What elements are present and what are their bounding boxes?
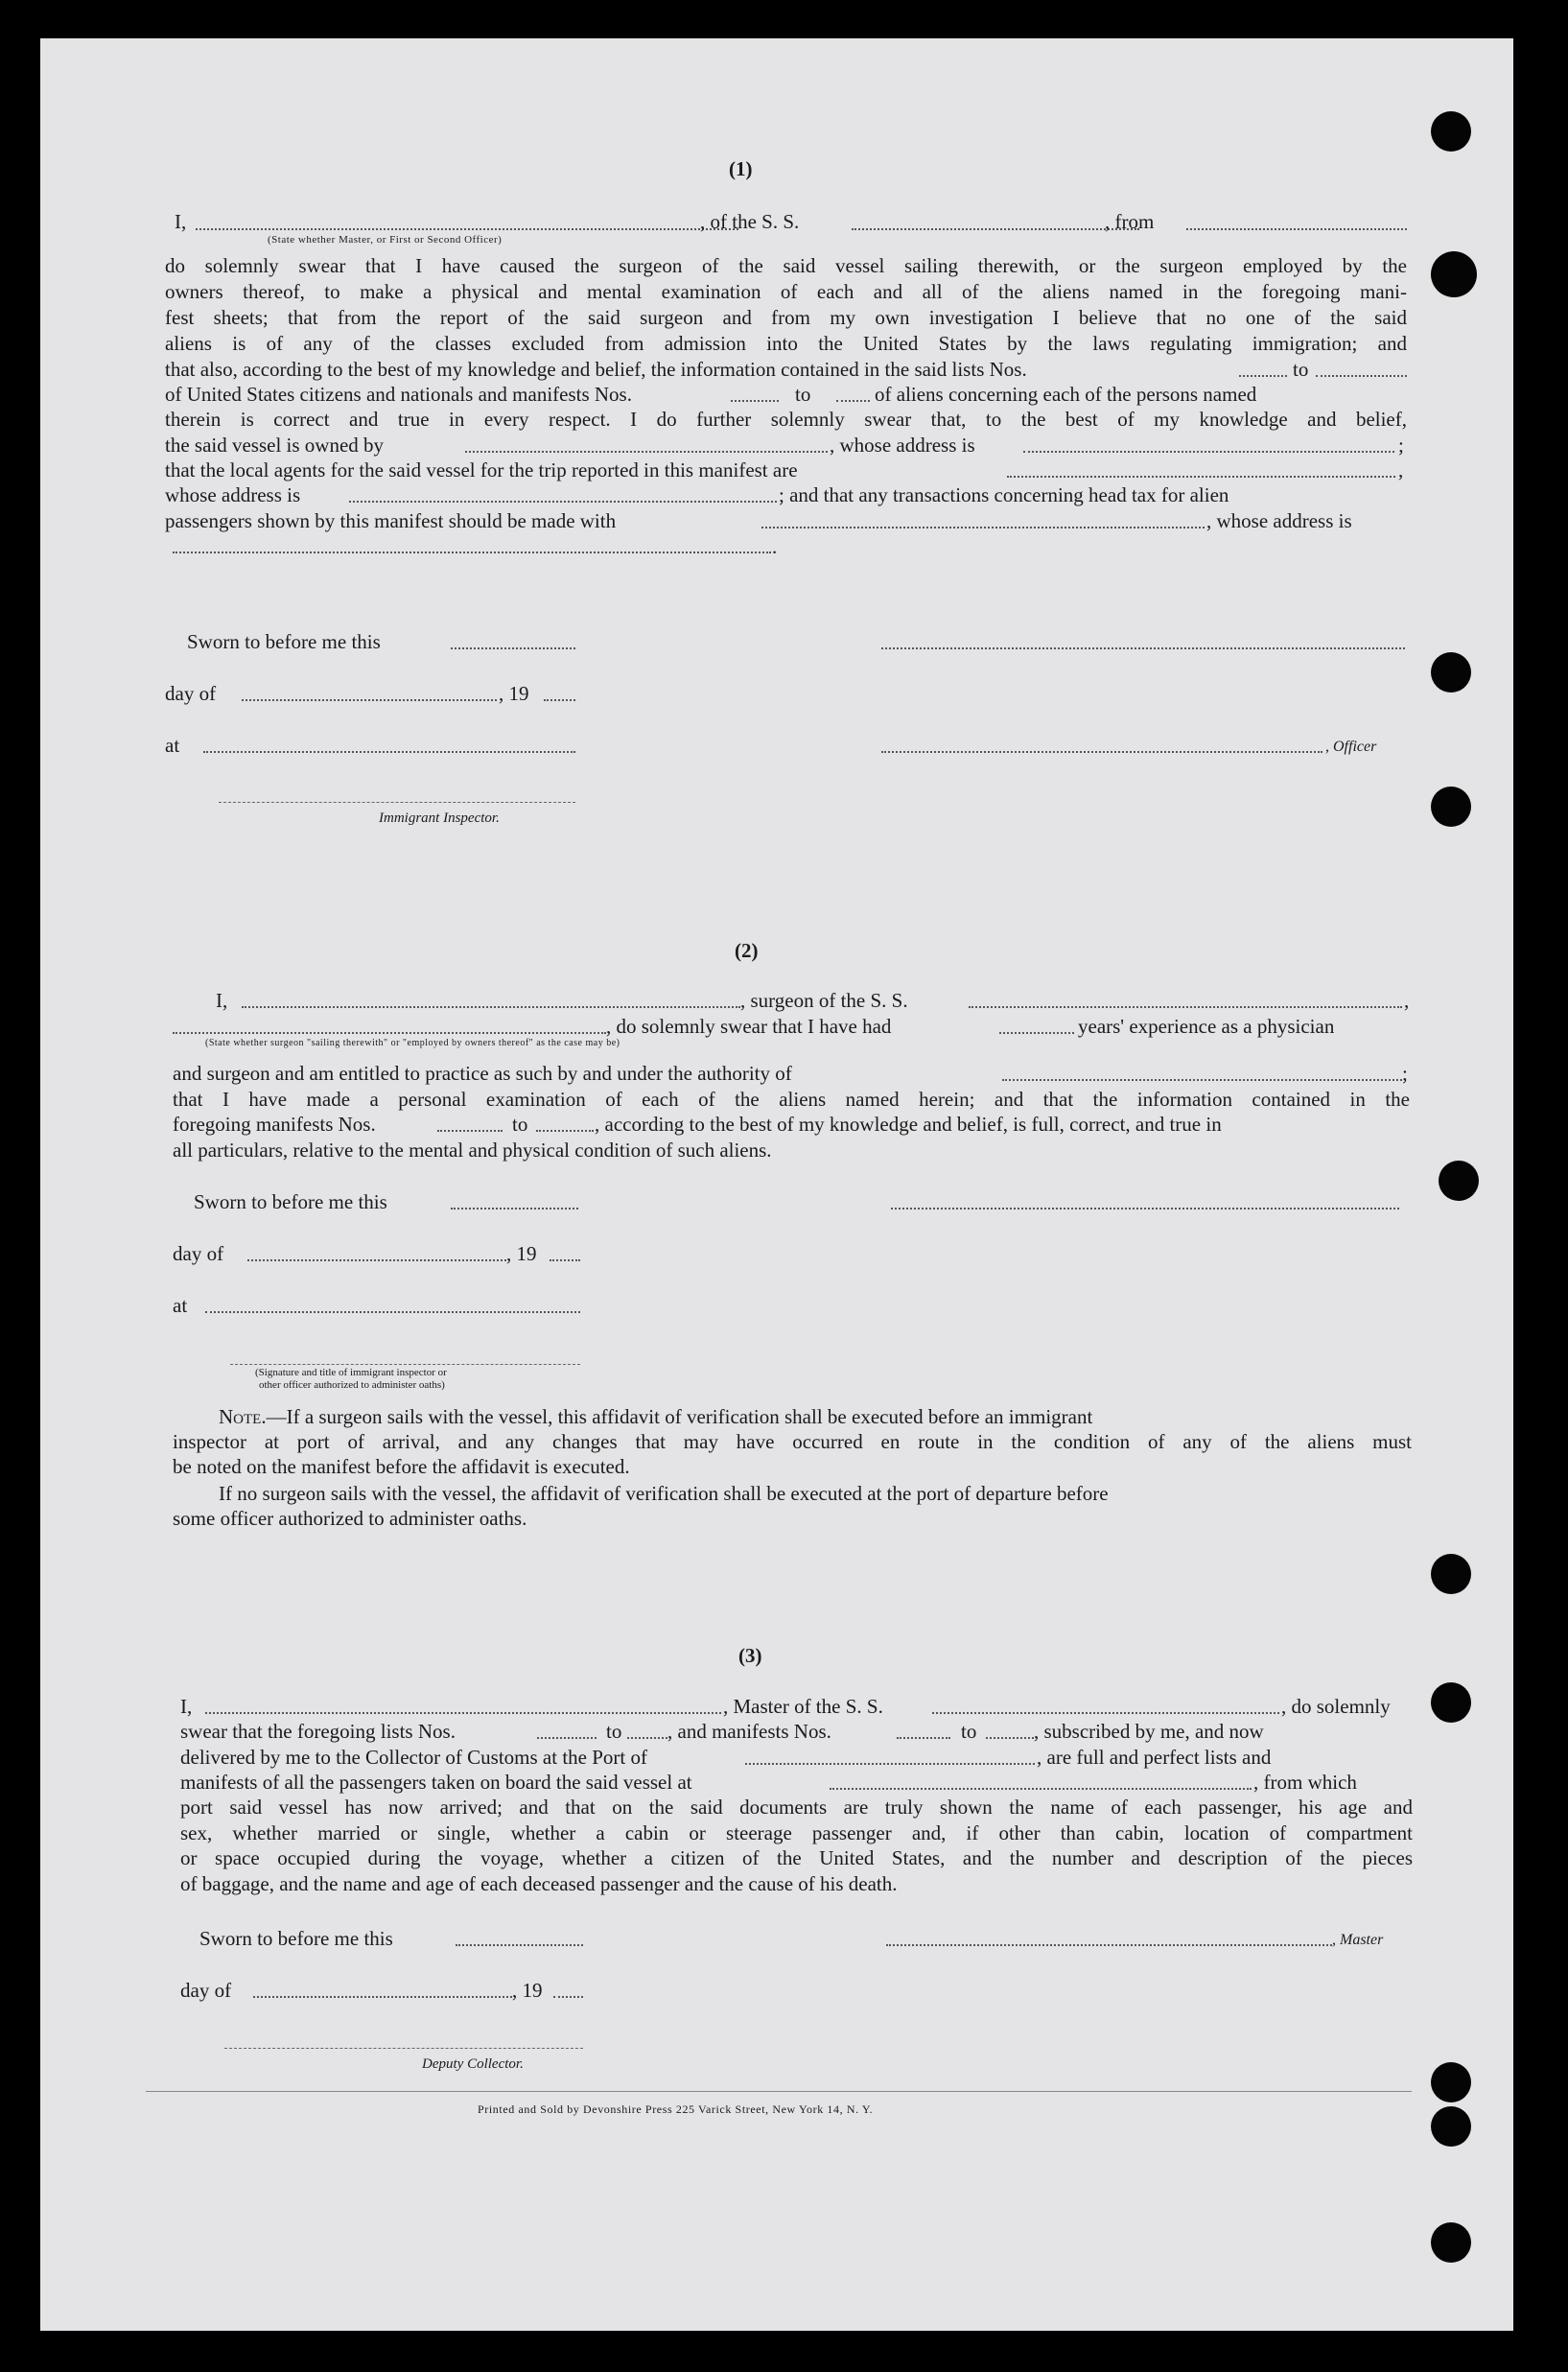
- text: , of the S. S.: [700, 210, 800, 233]
- fill-line: [550, 1259, 580, 1261]
- fill-line: [465, 451, 828, 453]
- signature-line: [891, 1208, 1399, 1209]
- punch-hole: [1431, 652, 1471, 693]
- text: that also, according to the best of my knowledge and belief, the information contained in the said lists Nos.: [165, 358, 1027, 381]
- punch-hole: [1439, 1161, 1479, 1201]
- text-line: inspector at port of arrival, and any changes that may have occurred en route in the condition of any of the aliens must: [173, 1430, 1412, 1453]
- text-line: owners thereof, to make a physical and mental examination of each and all of the aliens named in the foregoing mani-: [165, 280, 1407, 303]
- text-line: do solemnly swear that I have caused the surgeon of the said vessel sailing therewith, or the surgeon employed by the: [165, 254, 1407, 277]
- year-label: , 19: [512, 1979, 543, 2002]
- field-note: (State whether Master, or First or Second Officer): [268, 234, 503, 246]
- text: , Master of the S. S.: [723, 1695, 883, 1718]
- fill-line: [205, 1311, 580, 1313]
- text: whose address is: [165, 483, 301, 506]
- sworn-label: Sworn to before me this: [187, 630, 381, 653]
- fill-line: [627, 1737, 667, 1739]
- day-of-label: day of: [165, 682, 217, 705]
- fill-line: [897, 1737, 950, 1739]
- punch-hole: [1431, 251, 1477, 297]
- text: of United States citizens and nationals and manifests Nos.: [165, 383, 632, 406]
- text: to: [795, 383, 811, 406]
- section-number: (1): [729, 157, 753, 180]
- note-line: —If a surgeon sails with the vessel, this affidavit of verification shall be executed before an immigrant: [266, 1405, 1093, 1428]
- fill-line: [852, 228, 1139, 230]
- collector-label: Deputy Collector.: [422, 2056, 524, 2072]
- text: to: [961, 1720, 977, 1743]
- officer-label: , Officer: [1325, 739, 1377, 755]
- field-note: other officer authorized to administer oaths): [259, 1379, 445, 1391]
- text: swear that the foregoing lists Nos.: [180, 1720, 456, 1743]
- year-label: , 19: [499, 682, 529, 705]
- fill-line: [830, 1788, 1252, 1790]
- signature-line: [219, 802, 575, 803]
- text: passengers shown by this manifest should be made with: [165, 509, 617, 532]
- fill-line: [836, 400, 870, 402]
- text: to: [606, 1720, 622, 1743]
- fill-line: [451, 647, 575, 649]
- fill-line: [969, 1006, 1402, 1008]
- printer-imprint: Printed and Sold by Devonshire Press 225 Varick Street, New York 14, N. Y.: [478, 2102, 874, 2116]
- signature-line: [230, 1364, 580, 1365]
- fill-line: [203, 751, 575, 753]
- fill-line: [173, 1032, 606, 1034]
- text: , do solemnly: [1281, 1695, 1391, 1718]
- fill-line: [196, 228, 738, 230]
- text: of aliens concerning each of the persons named: [875, 383, 1257, 406]
- fill-line: [1007, 476, 1395, 478]
- fill-line: [205, 1712, 721, 1714]
- text: , according to the best of my knowledge and belief, is full, correct, and true in: [595, 1113, 1222, 1136]
- fill-line: [437, 1130, 503, 1132]
- footer-rule: [146, 2091, 1412, 2092]
- text-line: that I have made a personal examination of each of the aliens named herein; and that the information contained in the: [173, 1088, 1410, 1111]
- note-label: Note.: [219, 1405, 267, 1428]
- fill-line: [451, 1208, 578, 1209]
- at-label: at: [173, 1294, 188, 1317]
- text: , from: [1105, 210, 1155, 233]
- signature-line: [881, 751, 1322, 753]
- fill-line: [173, 552, 771, 553]
- text: ,: [1398, 458, 1404, 481]
- fill-line: [247, 1259, 506, 1261]
- fill-line: [932, 1712, 1279, 1714]
- text: .: [772, 535, 778, 558]
- text: I,: [180, 1695, 193, 1718]
- punch-hole: [1431, 2222, 1471, 2263]
- text-line: therein is correct and true in every respect. I do further solemnly swear that, to the best of my knowledge and belief,: [165, 408, 1407, 431]
- fill-line: [242, 1006, 740, 1008]
- signature-line: [886, 1944, 1332, 1946]
- text-line: If no surgeon sails with the vessel, the affidavit of verification shall be executed at the port of departure before: [219, 1482, 1109, 1505]
- text: to: [512, 1113, 528, 1136]
- fill-line: [1023, 451, 1394, 453]
- text: ,: [1404, 989, 1410, 1012]
- text-line: or space occupied during the voyage, whether a citizen of the United States, and the number and description of the pieces: [180, 1846, 1413, 1869]
- text-line: sex, whether married or single, whether a cabin or steerage passenger and, if other than cabin, location of compartment: [180, 1821, 1413, 1844]
- text: ;: [1402, 1062, 1408, 1085]
- text: , whose address is: [1206, 509, 1352, 532]
- punch-hole: [1431, 111, 1471, 152]
- fill-line: [253, 1996, 512, 1998]
- fill-line: [1186, 228, 1407, 230]
- fill-line: [456, 1944, 583, 1946]
- day-of-label: day of: [180, 1979, 232, 2002]
- text: foregoing manifests Nos.: [173, 1113, 376, 1136]
- text: , surgeon of the S. S.: [740, 989, 908, 1012]
- fill-line: [242, 699, 497, 701]
- punch-hole: [1431, 2106, 1471, 2147]
- master-label: , Master: [1332, 1932, 1384, 1948]
- fill-line: [731, 400, 779, 402]
- fill-line: [544, 699, 575, 701]
- fill-line: [1316, 375, 1407, 377]
- text: , from which: [1253, 1771, 1357, 1794]
- text: to: [1293, 358, 1309, 381]
- text-line: port said vessel has now arrived; and that on the said documents are truly shown the name of each passenger, his age and: [180, 1796, 1413, 1819]
- day-of-label: day of: [173, 1242, 224, 1265]
- text: , are full and perfect lists and: [1037, 1746, 1272, 1769]
- section-number: (2): [735, 939, 759, 962]
- fill-line: [745, 1763, 1035, 1765]
- text: manifests of all the passengers taken on board the said vessel at: [180, 1771, 692, 1794]
- field-note: (State whether surgeon "sailing therewith" or "employed by owners thereof" as the case may be): [205, 1038, 620, 1048]
- punch-hole: [1431, 2062, 1471, 2102]
- punch-hole: [1431, 1554, 1471, 1594]
- punch-hole: [1431, 787, 1471, 827]
- form-sheet: [40, 38, 1513, 2331]
- text: , subscribed by me, and now: [1034, 1720, 1264, 1743]
- text: years' experience as a physician: [1078, 1015, 1335, 1038]
- text: ;: [1398, 434, 1404, 457]
- text: I,: [216, 989, 228, 1012]
- text: I,: [175, 210, 187, 233]
- punch-hole: [1431, 1682, 1471, 1723]
- sworn-label: Sworn to before me this: [194, 1190, 387, 1213]
- text-line: be noted on the manifest before the affidavit is executed.: [173, 1455, 630, 1478]
- fill-line: [761, 527, 1205, 528]
- text: all particulars, relative to the mental and physical condition of such aliens.: [173, 1139, 772, 1162]
- text: , whose address is: [830, 434, 975, 457]
- text: delivered by me to the Collector of Customs at the Port of: [180, 1746, 647, 1769]
- year-label: , 19: [506, 1242, 537, 1265]
- fill-line: [999, 1032, 1074, 1034]
- text: and surgeon and am entitled to practice as such by and under the authority of: [173, 1062, 792, 1085]
- text: ; and that any transactions concerning head tax for alien: [779, 483, 1229, 506]
- text: , and manifests Nos.: [667, 1720, 831, 1743]
- at-label: at: [165, 734, 180, 757]
- fill-line: [1239, 375, 1287, 377]
- inspector-label: Immigrant Inspector.: [379, 810, 500, 826]
- signature-line: [881, 647, 1405, 649]
- note-text: [219, 1404, 1092, 1429]
- text-line: fest sheets; that from the report of the said surgeon and from my own investigation I believe that no one of the said: [165, 306, 1407, 329]
- section-number: (3): [738, 1644, 762, 1667]
- text: , do solemnly swear that I have had: [606, 1015, 892, 1038]
- sworn-label: Sworn to before me this: [199, 1927, 393, 1950]
- fill-line: [1002, 1079, 1402, 1081]
- fill-line: [537, 1737, 597, 1739]
- fill-line: [986, 1737, 1034, 1739]
- field-note: (Signature and title of immigrant inspector or: [255, 1367, 447, 1378]
- text: that the local agents for the said vessel for the trip reported in this manifest are: [165, 458, 798, 481]
- text-line: some officer authorized to administer oaths.: [173, 1507, 527, 1530]
- fill-line: [553, 1996, 583, 1998]
- signature-line: [224, 2048, 583, 2049]
- text-line: of baggage, and the name and age of each deceased passenger and the cause of his death.: [180, 1872, 898, 1895]
- fill-line: [536, 1130, 594, 1132]
- fill-line: [349, 501, 777, 503]
- text-line: aliens is of any of the classes excluded from admission into the United States by the laws regulating immigration; and: [165, 332, 1407, 355]
- text: the said vessel is owned by: [165, 434, 385, 457]
